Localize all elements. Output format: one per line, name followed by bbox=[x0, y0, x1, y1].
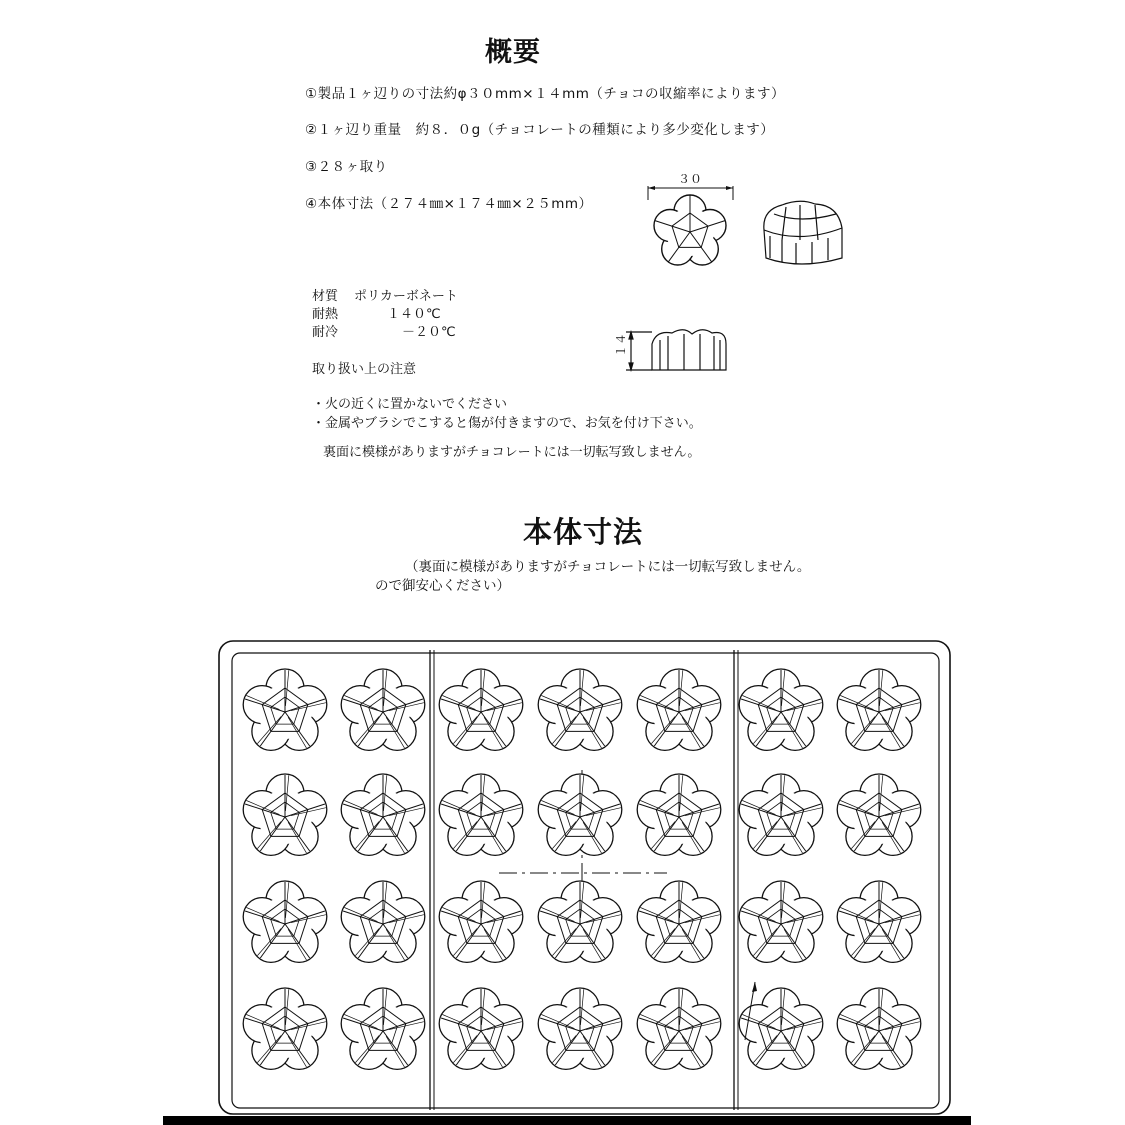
mold-cavity bbox=[637, 669, 721, 750]
mold-cavity bbox=[243, 881, 327, 962]
spec-size: ①製品１ヶ辺りの寸法約φ３０mm×１４mm（チョコの収縮率によります） bbox=[305, 86, 786, 102]
mold-cavity bbox=[243, 774, 327, 855]
body-dims-note-line1: （裏面に模様がありますがチョコレートには一切転写致しません。 bbox=[405, 559, 811, 575]
mold-cavity bbox=[439, 881, 523, 962]
mold-cavity bbox=[341, 774, 425, 855]
mold-cavity bbox=[837, 774, 921, 855]
spec-weight: ②１ヶ辺り重量 約８．０g（チョコレートの種類により多少変化します） bbox=[305, 122, 775, 138]
mold-cavity bbox=[637, 774, 721, 855]
mold-cavity bbox=[243, 669, 327, 750]
top-view-diagram bbox=[648, 172, 733, 265]
side-view-diagram bbox=[626, 330, 726, 370]
height-dimension-label: １４ bbox=[614, 332, 628, 357]
mold-cavity bbox=[341, 669, 425, 750]
heat-label: 耐熱 bbox=[312, 307, 339, 322]
mold-cavity bbox=[837, 669, 921, 750]
cold-value: －２０℃ bbox=[402, 325, 456, 340]
mold-cavity bbox=[243, 988, 327, 1069]
mold-cavity bbox=[739, 774, 823, 855]
body-dims-note-line2: ので御安心ください） bbox=[375, 578, 510, 594]
cold-label: 耐冷 bbox=[312, 325, 339, 340]
mold-cavity bbox=[739, 669, 823, 750]
mold-cavity bbox=[439, 669, 523, 750]
width-dimension-label: ３０ bbox=[678, 172, 703, 186]
mold-cavity bbox=[837, 881, 921, 962]
mold-cavity bbox=[538, 881, 622, 962]
caution-note: 裏面に模様がありますがチョコレートには一切転写致しません。 bbox=[323, 445, 701, 460]
mold-cavity bbox=[341, 881, 425, 962]
mold-cavity bbox=[538, 988, 622, 1069]
material-label: 材質 bbox=[312, 289, 339, 304]
caution-item-scratch: ・金属やブラシでこすると傷が付きますので、お気を付け下さい。 bbox=[312, 416, 702, 431]
perspective-diagram bbox=[764, 201, 842, 264]
mold-tray bbox=[219, 641, 950, 1114]
mold-cavity bbox=[439, 988, 523, 1069]
mold-cavity bbox=[637, 881, 721, 962]
heat-value: １４０℃ bbox=[374, 307, 441, 322]
mold-cavity bbox=[538, 774, 622, 855]
overview-title: 概要 bbox=[485, 37, 541, 68]
bottom-bar bbox=[163, 1116, 971, 1125]
mold-cavity bbox=[837, 988, 921, 1069]
caution-item-fire: ・火の近くに置かないでください bbox=[312, 397, 508, 412]
spec-cavity-count: ③２８ヶ取り bbox=[305, 159, 388, 175]
mold-cavity bbox=[341, 988, 425, 1069]
mold-cavity bbox=[739, 881, 823, 962]
mold-cavity bbox=[637, 988, 721, 1069]
mold-cavity bbox=[439, 774, 523, 855]
caution-heading: 取り扱い上の注意 bbox=[312, 362, 417, 377]
body-dims-title: 本体寸法 bbox=[523, 515, 644, 549]
material-value: ポリカーボネート bbox=[354, 289, 458, 304]
mold-cavity bbox=[538, 669, 622, 750]
spec-body-size: ④本体寸法（２７４㎜×１７４㎜×２５mm） bbox=[305, 196, 593, 212]
